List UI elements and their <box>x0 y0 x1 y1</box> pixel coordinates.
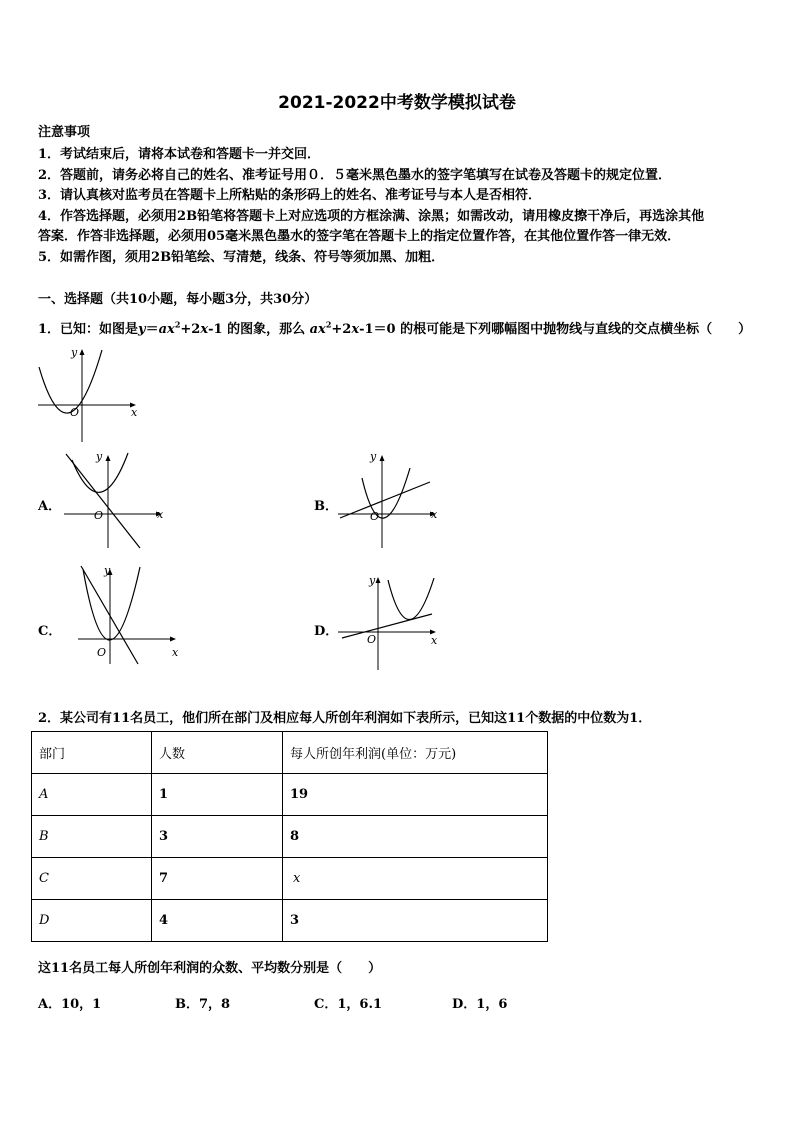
profit-table <box>31 731 548 942</box>
q1-option-c-graph[interactable] <box>68 562 183 667</box>
q1-option-d-label[interactable]: D． <box>314 624 339 639</box>
q2-option-d[interactable]: D．1，6 <box>452 997 508 1012</box>
table-cell-count: 4 <box>152 900 283 942</box>
notice-item-4: 4．作答选择题，必须用2B铅笔将答题卡上对应选项的方框涂满、涂黑；如需改动，请用橡皮擦干净后，再选涂其他 <box>38 209 705 224</box>
table-row <box>32 858 548 900</box>
notice-item-2: 2．答题前，请务必将自己的姓名、准考证号用０．５毫米黑色墨水的签字笔填写在试卷及答题卡的规定位置． <box>38 168 672 183</box>
q1-option-c-label[interactable]: C． <box>38 624 62 639</box>
x-axis-label: x <box>157 508 164 521</box>
table-header-row <box>32 732 548 774</box>
notice-item-4-cont: 答案．作答非选择题，必须用05毫米黑色墨水的签字笔在答题卡上的指定位置作答，在其他位置作答一律无效． <box>38 229 681 244</box>
q2-option-a[interactable]: A．10，1 <box>38 997 102 1012</box>
x-axis-label: x <box>431 634 438 647</box>
notice-item-1: 1．考试结束后，请将本试卷和答题卡一并交回． <box>38 147 321 162</box>
table-cell-department: A <box>32 774 152 816</box>
table-cell-count: 1 <box>152 774 283 816</box>
x-axis-label: x <box>131 406 138 419</box>
notice-heading: 注意事项 <box>38 125 91 140</box>
parabola <box>83 567 140 640</box>
table-cell-profit: 8 <box>283 816 548 858</box>
y-axis-arrow <box>380 455 385 461</box>
table-header-cell: 人数 <box>152 732 283 774</box>
table-header-cell: 部门 <box>32 732 152 774</box>
table-cell-profit: 3 <box>283 900 548 942</box>
line <box>340 482 430 518</box>
table-row <box>32 816 548 858</box>
y-axis-arrow <box>376 577 381 583</box>
table-cell-department: D <box>32 900 152 942</box>
origin-label: O <box>370 510 380 523</box>
origin-label: O <box>367 633 377 646</box>
question-1-stem: 1．已知：如图是$y=ax^2+2x-1$ 的图象，那么 $ax^2+2x-1=0$ 的根可能是下列哪幅图中抛物线与直线的交点横坐标（ ） <box>38 319 752 337</box>
question-1-reference-graph <box>34 342 144 447</box>
parabola <box>39 350 102 413</box>
section-heading: 一、选择题（共10小题，每小题3分，共30分） <box>38 292 318 307</box>
origin-label: O <box>94 509 104 522</box>
q2-option-b[interactable]: B．7，8 <box>175 997 231 1012</box>
x-axis-label: x <box>172 646 179 659</box>
origin-label: O <box>97 646 107 659</box>
y-axis-label: y <box>370 450 377 463</box>
y-axis-arrow <box>80 349 85 355</box>
table-row <box>32 774 548 816</box>
notice-item-5: 5．如需作图，须用2B铅笔绘、写清楚，线条、符号等须加黑、加粗． <box>38 250 445 265</box>
table-header-cell: 每人所创年利润(单位：万元) <box>283 732 548 774</box>
y-axis-arrow <box>106 455 111 461</box>
y-axis-label: y <box>96 450 103 463</box>
notice-item-3: 3．请认真核对监考员在答题卡上所粘贴的条形码上的姓名、准考证号与本人是否相符． <box>38 188 542 203</box>
question-2-followup: 这11名员工每人所创年利润的众数、平均数分别是（ ） <box>38 961 382 976</box>
x-axis-arrow <box>170 637 176 642</box>
table-cell-profit: 19 <box>283 774 548 816</box>
q1-option-b-label[interactable]: B． <box>314 499 338 514</box>
table-cell-department: C <box>32 858 152 900</box>
table-cell-department: B <box>32 816 152 858</box>
x-axis-label: x <box>431 508 438 521</box>
table-row <box>32 900 548 942</box>
q1-option-a-label[interactable]: A． <box>38 499 62 514</box>
question-2-stem: 2．某公司有11名员工，他们所在部门及相应每人所创年利润如下表所示，已知这11个数据的中位数为1． <box>38 711 652 726</box>
q1-option-d-graph[interactable] <box>334 570 444 673</box>
parabola <box>388 578 434 620</box>
y-axis-label: y <box>369 574 376 587</box>
table-cell-count: 3 <box>152 816 283 858</box>
y-axis-label: y <box>104 564 111 577</box>
y-axis-label: y <box>71 346 78 359</box>
table-cell-profit: x <box>283 858 548 900</box>
line <box>342 614 432 638</box>
q1-option-b-graph[interactable] <box>334 448 444 551</box>
q2-option-c[interactable]: C．1，6.1 <box>314 997 383 1012</box>
table-cell-count: 7 <box>152 858 283 900</box>
origin-label: O <box>70 406 80 419</box>
line <box>66 454 140 548</box>
page-title: 2021-2022中考数学模拟试卷 <box>278 93 516 113</box>
q1-option-a-graph[interactable] <box>60 448 170 551</box>
